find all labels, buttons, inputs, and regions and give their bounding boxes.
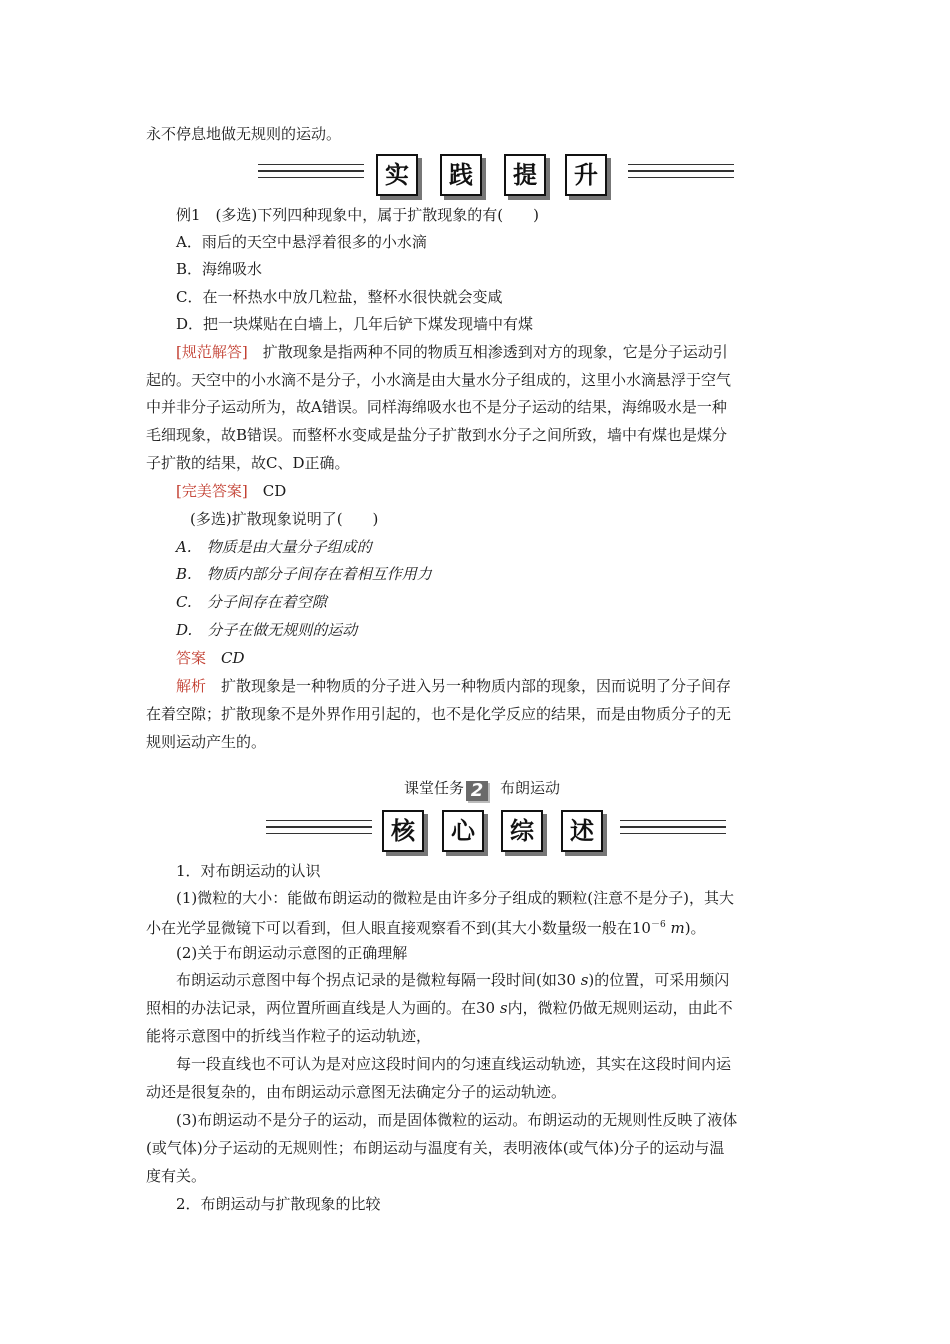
section-banner-practice xyxy=(0,150,950,206)
answer-value: CD xyxy=(247,482,287,500)
unit-m: m xyxy=(665,919,685,937)
analysis-line-1 xyxy=(176,676,806,696)
analysis-text-1: 扩散现象是一种物质的分子进入另一种物质内部的现象，因而说明了分子间存 xyxy=(206,677,732,695)
analysis-line-3: 规则运动产生的。 xyxy=(146,733,267,751)
para-1-1-b xyxy=(146,915,806,938)
banner2-char-1: 核 xyxy=(382,810,424,852)
task-prefix: 课堂任务 xyxy=(404,779,465,797)
banner2-char-2: 心 xyxy=(442,810,484,852)
answer-line xyxy=(176,481,806,501)
para-3-b: 动还是很复杂的，由布朗运动示意图无法确定分子的运动轨迹。 xyxy=(146,1083,567,1101)
para-2-c: 能将示意图中的折线当作粒子的运动轨迹， xyxy=(146,1027,432,1045)
heading-1-2: (2)关于布朗运动示意图的正确理解 xyxy=(176,944,408,962)
task-topic: 布朗运动 xyxy=(500,779,561,797)
para-4-b: (或气体)分子运动的无规则性；布朗运动与温度有关，表明液体(或气体)分子的运动与温 xyxy=(146,1139,725,1157)
practice-option-c: C. 分子间存在着空隙 xyxy=(176,593,327,611)
para-2-b xyxy=(146,998,806,1018)
unit-s-2: s xyxy=(499,999,508,1017)
solution-line-4: 毛细现象，故B错误。而整杯水变咸是盐分子扩散到水分子之间所致，墙中有煤也是煤分 xyxy=(146,426,728,444)
intro-line: 永不停息地做无规则的运动。 xyxy=(146,125,342,143)
solution-line-2: 起的。天空中的小水滴不是分子，小水滴是由大量水分子组成的，这里小水滴悬浮于空气 xyxy=(146,371,732,389)
practice-option-a: A. 物质是由大量分子组成的 xyxy=(176,538,372,556)
practice-answer-label: 答案 xyxy=(176,649,207,667)
analysis-label: 解析 xyxy=(176,677,207,695)
para-4-c: 度有关。 xyxy=(146,1167,207,1185)
solution-line-1 xyxy=(176,342,806,362)
heading-1: 1．对布朗运动的认识 xyxy=(176,862,321,880)
banner-char-2: 践 xyxy=(440,154,482,196)
practice-option-b: B. 物质内部分子间存在着相互作用力 xyxy=(176,565,432,583)
para-2-a-text: 布朗运动示意图中每个拐点记录的是微粒每隔一段时间(如30 xyxy=(176,971,581,989)
banner2-right-rules xyxy=(620,820,726,839)
para-2-b-text: 照相的办法记录，两位置所画直线是人为画的。在30 xyxy=(146,999,500,1017)
solution-line-3: 中并非分子运动所为，故A错误。同样海绵吸水也不是分子运动的结果，海绵吸水是一种 xyxy=(146,398,727,416)
heading-2: 2．布朗运动与扩散现象的比较 xyxy=(176,1195,381,1213)
banner-left-rules xyxy=(258,164,364,183)
task-title xyxy=(404,777,624,803)
practice-question: (多选)扩散现象说明了( ) xyxy=(190,510,379,528)
para-2-a xyxy=(176,970,806,990)
banner2-char-3: 综 xyxy=(501,810,543,852)
example1-option-a: A．雨后的天空中悬浮着很多的小水滴 xyxy=(176,233,427,251)
practice-option-d: D. 分子在做无规则的运动 xyxy=(176,621,358,639)
practice-answer-value: CD xyxy=(206,649,245,667)
para-1-1-b-end: )。 xyxy=(684,919,706,937)
banner2-char-4: 述 xyxy=(561,810,603,852)
example1-option-b: B．海绵吸水 xyxy=(176,260,263,278)
banner-char-1: 实 xyxy=(376,154,418,196)
unit-s-1: s xyxy=(580,971,589,989)
example1-option-c: C．在一杯热水中放几粒盐，整杯水很快就会变咸 xyxy=(176,288,503,306)
banner-char-3: 提 xyxy=(504,154,546,196)
para-1-1-b-text: 小在光学显微镜下可以看到，但人眼直接观察看不到(其大小数量级一般在10 xyxy=(146,919,651,937)
example1-option-d: D．把一块煤贴在白墙上，几年后铲下煤发现墙中有煤 xyxy=(176,315,534,333)
para-1-1-a: (1)微粒的大小：能做布朗运动的微粒是由许多分子组成的颗粒(注意不是分子)，其大 xyxy=(176,889,734,907)
analysis-line-2: 在着空隙；扩散现象不是外界作用引起的，也不是化学反应的结果，而是由物质分子的无 xyxy=(146,705,732,723)
example1-question: 例1 (多选)下列四种现象中，属于扩散现象的有( ) xyxy=(176,206,539,224)
para-2-b-end: 内，微粒仍做无规则运动，由此不 xyxy=(507,999,733,1017)
banner-char-4: 升 xyxy=(565,154,607,196)
solution-line-5: 子扩散的结果，故C、D正确。 xyxy=(146,454,350,472)
para-4-a: (3)布朗运动不是分子的运动，而是固体微粒的运动。布朗运动的无规则性反映了液体 xyxy=(176,1111,738,1129)
exponent: －6 xyxy=(650,920,666,930)
para-2-a-end: )的位置，可采用频闪 xyxy=(588,971,730,989)
practice-answer-line xyxy=(176,648,806,668)
section-banner-summary xyxy=(0,806,950,862)
task-number-badge: 2 xyxy=(466,781,488,801)
solution-label: [规范解答] xyxy=(176,343,248,361)
solution-text-1: 扩散现象是指两种不同的物质互相渗透到对方的现象，它是分子运动引 xyxy=(247,343,728,361)
banner2-left-rules xyxy=(266,820,372,839)
answer-label: [完美答案] xyxy=(176,482,248,500)
para-3-a: 每一段直线也不可认为是对应这段时间内的匀速直线运动轨迹，其实在这段时间内运 xyxy=(176,1055,732,1073)
banner-right-rules xyxy=(628,164,734,183)
